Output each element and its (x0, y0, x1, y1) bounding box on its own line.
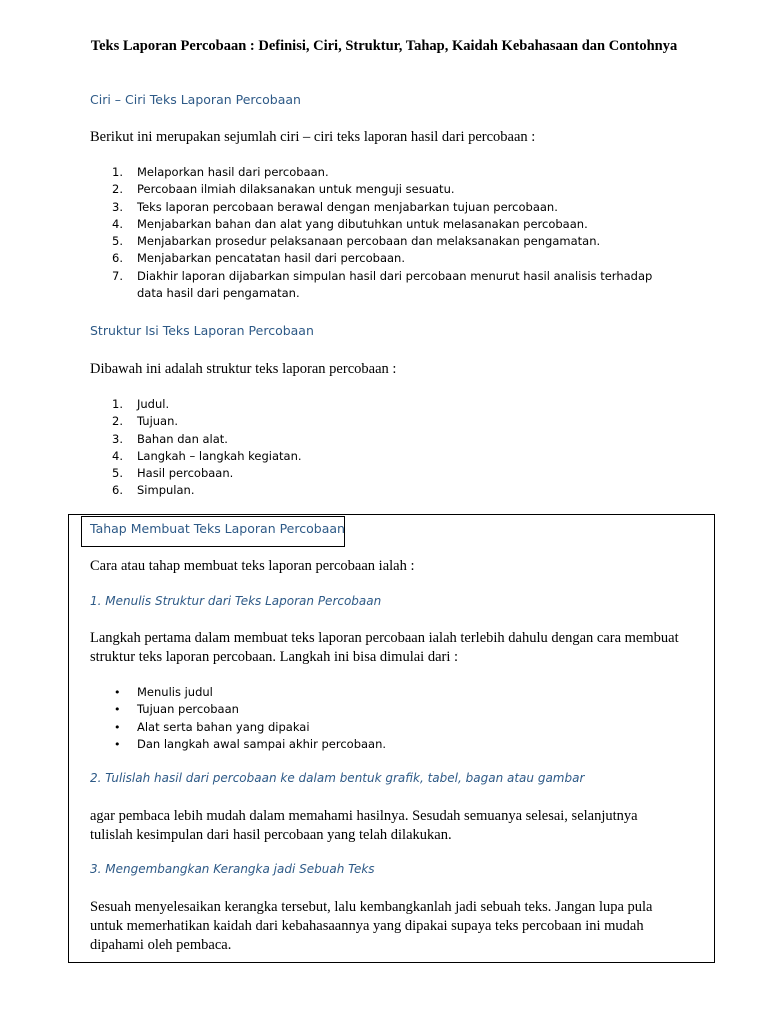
tahap-heading: Tahap Membuat Teks Laporan Percobaan (90, 521, 345, 536)
struktur-list (90, 396, 680, 500)
list-item: 3. Teks laporan percobaan berawal dengan menjabarkan tujuan percobaan. (112, 199, 558, 214)
step2-heading: 2. Tulislah hasil dari percobaan ke dalam bentuk grafik, tabel, bagan atau gambar (90, 771, 585, 785)
step1-heading: 1. Menulis Struktur dari Teks Laporan Percobaan (90, 594, 382, 608)
list-item: 5. Menjabarkan prosedur pelaksanaan percobaan dan melaksanakan pengamatan. (112, 234, 601, 249)
list-item: • Alat serta bahan yang dipakai (114, 719, 310, 734)
list-item: 5. Hasil percobaan. (112, 466, 234, 481)
list-item: • Dan langkah awal sampai akhir percobaan. (114, 736, 387, 751)
list-item: 2. Percobaan ilmiah dilaksanakan untuk menguji sesuatu. (112, 182, 455, 197)
list-item: 7. Diakhir laporan dijabarkan simpulan hasil dari percobaan menurut hasil analisis terhadap data hasil dari pengamatan. (112, 268, 653, 301)
list-item: 4. Langkah – langkah kegiatan. (112, 448, 302, 463)
struktur-heading: Struktur Isi Teks Laporan Percobaan (90, 323, 314, 338)
struktur-intro: Dibawah ini adalah struktur teks laporan percobaan : (90, 361, 397, 377)
step2-text: agar pembaca lebih mudah dalam memahami hasilnya. Sesudah semuanya selesai, selanjutnya tulislah kesimpulan dari hasil percobaan yang telah dilakukan. (90, 808, 638, 843)
list-item: • Tujuan percobaan (114, 702, 239, 717)
tahap-intro: Cara atau tahap membuat teks laporan percobaan ialah : (90, 558, 415, 574)
step1-bullet-list (90, 684, 680, 753)
list-item: 6. Menjabarkan pencatatan hasil dari percobaan. (112, 251, 405, 266)
list-item: 1. Judul. (112, 397, 170, 411)
document-title: Teks Laporan Percobaan : Definisi, Ciri, Struktur, Tahap, Kaidah Kebahasaan dan Contohnya (90, 38, 678, 54)
ciri-intro: Berikut ini merupakan sejumlah ciri – ciri teks laporan hasil dari percobaan : (90, 129, 536, 145)
list-item: 4. Menjabarkan bahan dan alat yang dibutuhkan untuk melasanakan percobaan. (112, 216, 588, 231)
list-item: • Menulis judul (114, 685, 213, 699)
step3-text: Sesuah menyelesaikan kerangka tersebut, lalu kembangkanlah jadi sebuah teks. Jangan lupa pula untuk memerhatikan kaidah dari kebahasaannya yang dipakai supaya teks percobaan ini mudah dipahami oleh pembaca. (90, 899, 653, 953)
step1-text: Langkah pertama dalam membuat teks laporan percobaan ialah terlebih dahulu dengan cara membuat struktur teks laporan percobaan. Langkah ini bisa dimulai dari : (90, 630, 679, 665)
list-item: 1. Melaporkan hasil dari percobaan. (112, 165, 329, 179)
list-item: 2. Tujuan. (112, 414, 179, 429)
ciri-heading: Ciri – Ciri Teks Laporan Percobaan (90, 92, 301, 107)
step3-heading: 3. Mengembangkan Kerangka jadi Sebuah Teks (90, 862, 375, 876)
list-item: 3. Bahan dan alat. (112, 431, 228, 446)
list-item: 6. Simpulan. (112, 483, 195, 498)
ciri-list (90, 164, 680, 302)
